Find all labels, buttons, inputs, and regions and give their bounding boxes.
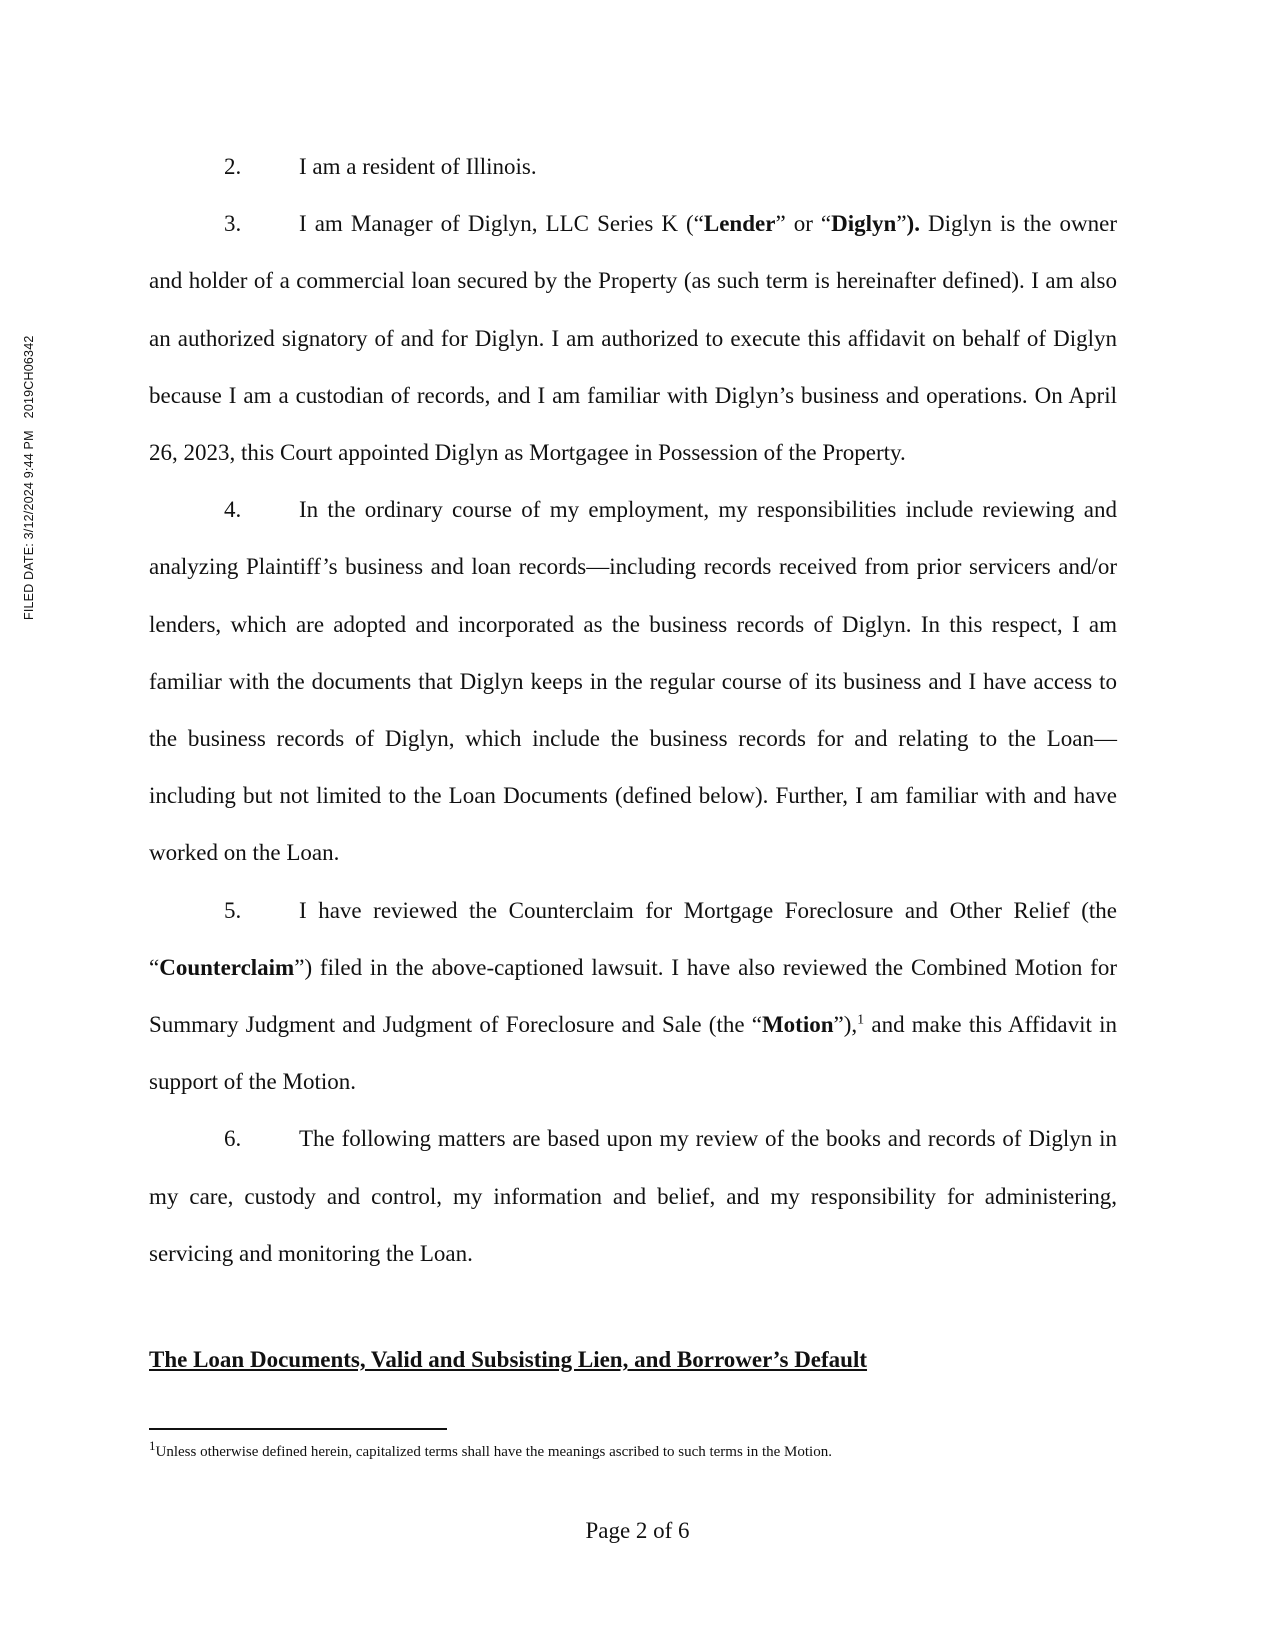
paragraph-text: I am Manager of Diglyn, LLC Series K (“ (299, 211, 704, 237)
footnote-text: Unless otherwise defined herein, capitalized terms shall have the meanings ascribed to such terms in the Motion. (155, 1444, 832, 1460)
section-heading: The Loan Documents, Valid and Subsisting Lien, and Borrower’s Default (149, 1347, 868, 1372)
paragraph-2 (149, 138, 1117, 195)
footnote-reference: 1 (857, 1012, 865, 1028)
paragraph-text: ”), (833, 1012, 858, 1038)
defined-term: ). (906, 211, 920, 237)
filing-stamp (22, 335, 36, 620)
paragraph-5 (149, 882, 1117, 1111)
paragraph-3 (149, 195, 1117, 481)
case-number-text: 2019CH06342 (22, 335, 36, 419)
footnote (149, 1438, 1129, 1462)
filed-date-text: FILED DATE: 3/12/2024 9:44 PM (22, 430, 36, 620)
paragraph-text: ”) filed in the above-captioned lawsuit. I have also reviewed the Combined Motion for Summary Judgment and Judgment of Foreclosure and Sale (the “ (149, 954, 1117, 1038)
footnote-divider (149, 1428, 447, 1430)
footnote-marker: 1 (149, 1438, 156, 1453)
paragraph-text: I have reviewed the Counterclaim for Mortgage Foreclosure and Other Relief (the “ (149, 897, 1117, 980)
defined-term: Counterclaim (159, 954, 295, 980)
paragraph-6 (149, 1110, 1117, 1282)
paragraph-text: In the ordinary course of my employment, my responsibilities include reviewing and analyzing Plaintiff’s business and loan records—including records received from prior servicers and/or lenders, which are adopted and incorporated as the business records of Diglyn. In this respect, I am familiar with the documents that Diglyn keeps in the regular course of its business and I have access to the business records of Diglyn, which include the business records for and relating to the Loan—including but not limited to the Loan Documents (defined below). Further, I am familiar with and have worked on the Loan. (149, 497, 1117, 866)
paragraph-number: 6. (224, 1126, 242, 1152)
defined-term: Lender (703, 211, 776, 237)
paragraph-number: 2. (224, 154, 242, 179)
paragraph-text: I am a resident of Illinois. (299, 154, 537, 179)
paragraph-text: The following matters are based upon my review of the books and records of Diglyn in my care, custody and control, my information and belief, and my responsibility for administering, servicing and monitoring the Loan. (149, 1126, 1117, 1266)
paragraph-text: Diglyn is the owner and holder of a commercial loan secured by the Property (as such term is hereinafter defined). I am also an authorized signatory of and for Diglyn. I am authorized to execute this affidavit on behalf of Diglyn because I am a custodian of records, and I am familiar with Diglyn’s business and operations. On April 26, 2023, this Court appointed Diglyn as Mortgagee in Possession of the Property. (149, 211, 1118, 466)
paragraph-text: ” (896, 211, 907, 237)
paragraph-number: 3. (224, 211, 242, 237)
defined-term: Diglyn (831, 211, 897, 237)
affidavit-body (149, 138, 1117, 1282)
defined-term: Motion (761, 1012, 834, 1038)
paragraph-number: 4. (224, 497, 242, 523)
paragraph-text: ” or “ (775, 211, 832, 237)
paragraph-number: 5. (224, 897, 242, 923)
paragraph-4 (149, 481, 1117, 881)
paragraph-text: and make this Affidavit in support of the Motion. (149, 1012, 1117, 1095)
page-number: Page 2 of 6 (585, 1518, 690, 1543)
